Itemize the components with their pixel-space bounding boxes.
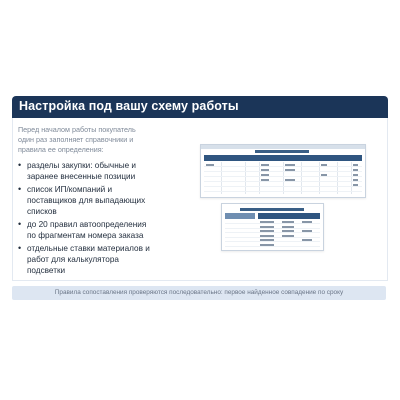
sheet-cell-value — [282, 221, 294, 223]
sheet-grid-row — [225, 241, 320, 242]
sheet-cell-value — [260, 235, 274, 237]
sheet-cell-value — [302, 221, 312, 223]
footer-note-text: Правила сопоставления проверяются последовательно: первое найденное совпадение по сроку — [54, 289, 344, 296]
sheet-header-row — [258, 213, 320, 219]
bullet-dot-icon: • — [18, 243, 22, 253]
sheet-cell-value — [285, 169, 295, 171]
sheet-cell-value — [353, 179, 358, 181]
sheet-cell-value — [321, 164, 327, 166]
sheet-title-strip — [255, 150, 309, 153]
sheet-cell-value — [285, 179, 295, 181]
sheet-cell-value — [353, 169, 358, 171]
title-bar — [12, 96, 388, 118]
sheet-grid-row — [225, 232, 320, 233]
list-item — [18, 219, 156, 241]
sheet-cell-value — [261, 164, 269, 166]
sheet-grid-row — [204, 171, 362, 172]
sheet-cell-value — [302, 230, 312, 232]
list-item-label: список ИП/компаний и поставщиков для выпадающих списков — [27, 185, 146, 216]
sheet-cell-value — [261, 169, 269, 171]
list-item-label: отдельные ставки материалов и работ для калькулятора подсветки — [27, 244, 150, 275]
sheet-cell-value — [260, 221, 274, 223]
sheet-cell-value — [321, 174, 327, 176]
list-item — [18, 160, 156, 182]
bullet-dot-icon: • — [18, 160, 22, 170]
feature-list — [18, 160, 156, 278]
list-item-label: до 20 правил автоопределения по фрагментам номера заказа — [27, 220, 147, 240]
list-item-label: разделы закупки: обычные и заранее внесенные позиции — [27, 161, 136, 181]
sheet-label-cell — [225, 213, 255, 219]
sheet-grid-row — [204, 191, 362, 192]
sheet-cell-value — [282, 235, 294, 237]
sheet-cell-value — [260, 226, 274, 228]
sheet-cell-value — [353, 184, 358, 186]
bullet-dot-icon: • — [18, 219, 22, 229]
sheet-cell-value — [261, 174, 269, 176]
sheet-cell-value — [261, 179, 269, 181]
sheet-grid-row — [204, 176, 362, 177]
sheet-cell-value — [260, 239, 274, 241]
sheet-cell-value — [353, 164, 358, 166]
sheet-cell-value — [282, 230, 294, 232]
sheet-header-row — [204, 155, 362, 161]
list-item — [18, 243, 156, 276]
sheet-cell-value — [302, 239, 312, 241]
sheet-toolbar-strip — [201, 145, 365, 149]
sheet-cell-value — [285, 164, 295, 166]
spreadsheet-screenshot-purchases — [200, 144, 366, 198]
bullet-dot-icon: • — [18, 184, 22, 194]
sheet-cell-value — [282, 226, 294, 228]
footer-note — [12, 286, 386, 300]
list-item — [18, 184, 156, 217]
sheet-cell-value — [260, 230, 274, 232]
spreadsheet-screenshot-rules — [221, 203, 324, 251]
sheet-cell-value — [353, 174, 358, 176]
sheet-grid-row — [204, 186, 362, 187]
intro-text: Перед началом работы покупатель один раз заполняет справочники и правила ее определения: — [18, 125, 136, 154]
sheet-cell-value — [260, 244, 274, 246]
sheet-cell-value — [206, 164, 214, 166]
sheet-grid-row — [225, 223, 320, 224]
slide-title: Настройка под вашу схему работы — [19, 99, 239, 113]
sheet-grid-row — [204, 181, 362, 182]
sheet-grid-row — [204, 166, 362, 167]
sheet-title-strip — [240, 208, 304, 211]
